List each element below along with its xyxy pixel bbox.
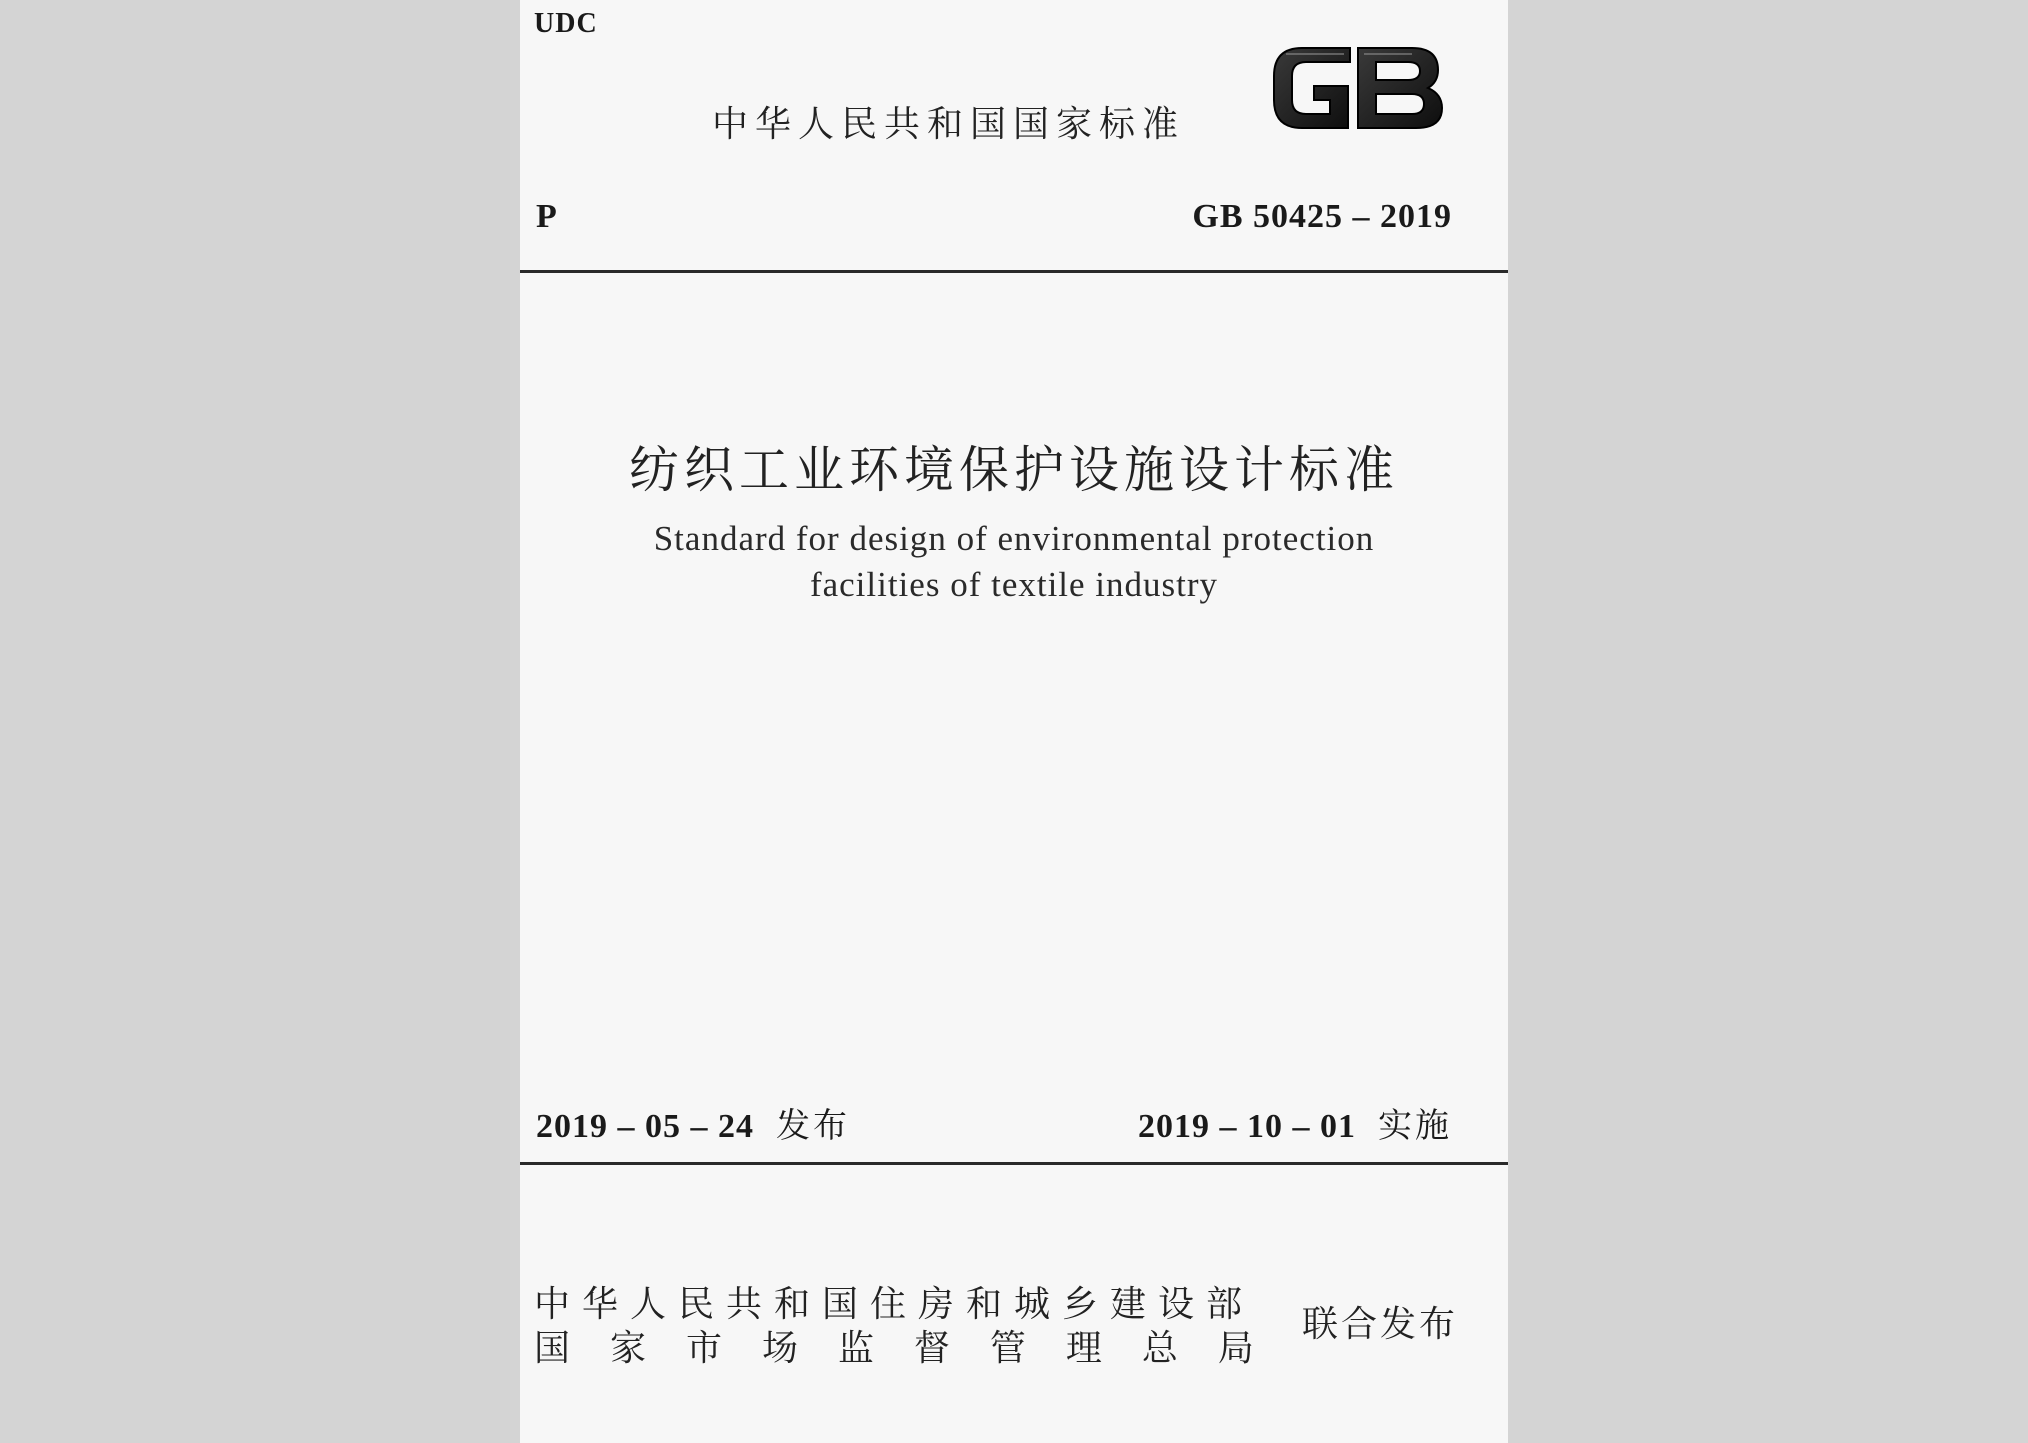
- national-standard-heading: 中华人民共和国国家标准: [712, 104, 1186, 145]
- implement-date-block: [1138, 1098, 1452, 1147]
- issuer-char: 监: [837, 1328, 874, 1369]
- issuer-char: 家: [609, 1328, 646, 1369]
- issuer-char: 场: [761, 1328, 798, 1369]
- issuer-char: 局: [1217, 1328, 1254, 1369]
- gb-logo: [1262, 38, 1452, 138]
- english-title-line2: facilities of textile industry: [809, 565, 1219, 604]
- issuer-char: 管: [989, 1328, 1026, 1369]
- issuer-char: 理: [1065, 1328, 1102, 1369]
- implement-label: 实施: [1378, 1106, 1452, 1146]
- standard-number: GB 50425 – 2019: [1192, 198, 1452, 235]
- chinese-title: 纺织工业环境保护设施设计标准: [629, 441, 1399, 499]
- issuer-ministry: 中华人民共和国住房和城乡建设部: [534, 1284, 1255, 1325]
- bottom-divider: [520, 1162, 1508, 1165]
- issuer-administration: [534, 1320, 1254, 1371]
- issue-date-block: [536, 1098, 850, 1147]
- classification-code: P: [536, 198, 557, 235]
- english-title-line1: Standard for design of environmental protection: [653, 519, 1375, 558]
- implement-date: 2019 – 10 – 01: [1138, 1108, 1356, 1145]
- issuer-char: 总: [1141, 1328, 1178, 1369]
- standard-cover-page: [520, 0, 1508, 1443]
- issuer-char: 国: [534, 1328, 571, 1369]
- joint-release-label: 联合发布: [1302, 1304, 1459, 1345]
- issuer-char: 市: [685, 1328, 722, 1369]
- issue-label: 发布: [776, 1106, 850, 1146]
- udc-label: UDC: [534, 8, 598, 39]
- issue-date: 2019 – 05 – 24: [536, 1108, 754, 1145]
- top-divider: [520, 270, 1508, 273]
- english-title: [520, 516, 1508, 608]
- issuer-char: 督: [913, 1328, 950, 1369]
